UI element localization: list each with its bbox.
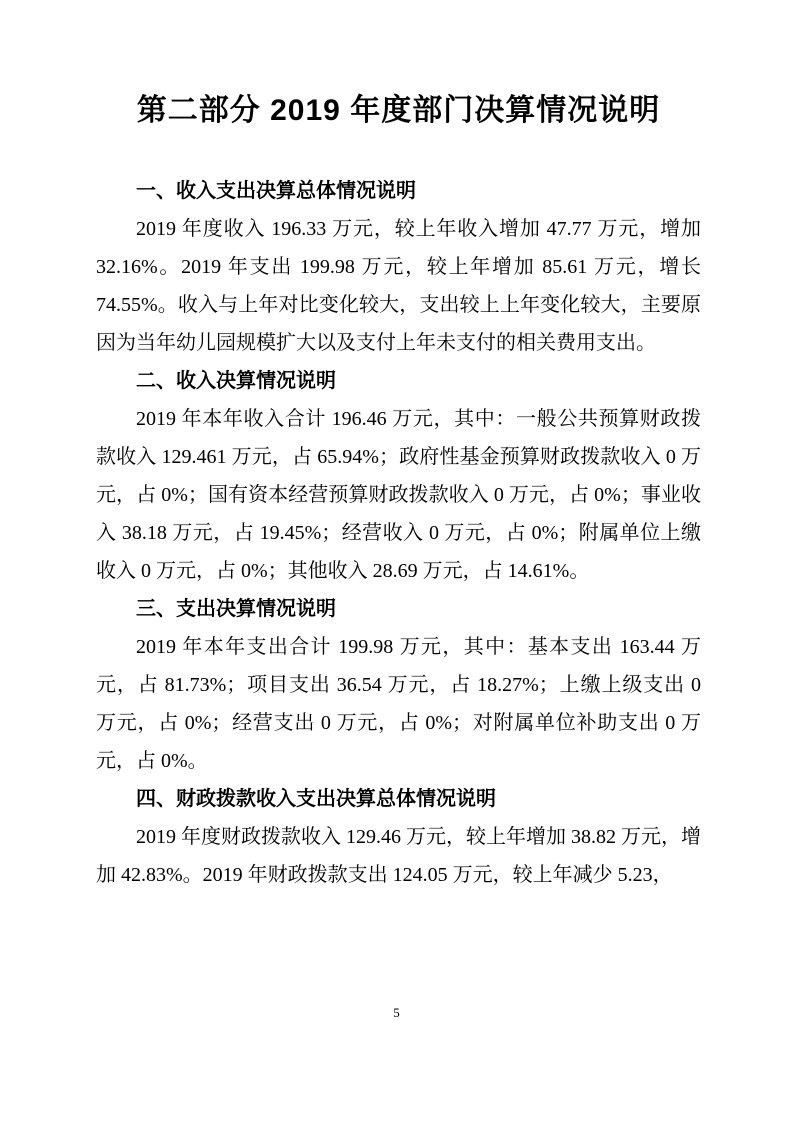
- page-title: 第二部分 2019 年度部门决算情况说明: [136, 94, 661, 127]
- section-heading-income-expense-overview: 一、收入支出决算总体情况说明: [136, 180, 416, 202]
- paragraph-income-details: 2019 年本年收入合计 196.46 万元，其中：一般公共预算财政拨款收入 129.461 万元，占 65.94%；政府性基金预算财政拨款收入 0 万元，占 0%；国有资本经营预算财政拨款收入 0 万元，占 0%；事业收入 38.18 万元，占 19.45%；经营收入 0 万元，占 0%；附属单位上缴收入 0 万元，占 0%；其他收入 28.69 万元，占 14.61%。: [96, 408, 701, 582]
- section-heading-expense-details: 三、支出决算情况说明: [136, 598, 336, 620]
- paragraph-income-expense-overview: 2019 年度收入 196.33 万元，较上年收入增加 47.77 万元，增加 32.16%。2019 年支出 199.98 万元，较上年增加 85.61 万元，增长 74.55%。收入与上年对比变化较大，支出较上上年变化较大，主要原因为当年幼儿园规模扩大以及支付上年未支付的相关费用支出。: [96, 218, 701, 354]
- section-heading-fiscal-appropriation-overview: 四、财政拨款收入支出决算总体情况说明: [136, 788, 496, 810]
- page-footer: [0, 1004, 793, 1022]
- paragraph-fiscal-appropriation-overview: 2019 年度财政拨款收入 129.46 万元，较上年增加 38.82 万元，增加 42.83%。2019 年财政拨款支出 124.05 万元，较上年减少 5.23，: [96, 826, 701, 886]
- section-heading-income-details: 二、收入决算情况说明: [136, 370, 336, 392]
- page-number: 5: [393, 1005, 400, 1020]
- paragraph-expense-details: 2019 年本年支出合计 199.98 万元，其中：基本支出 163.44 万元，占 81.73%；项目支出 36.54 万元，占 18.27%；上缴上级支出 0 万元，占 0%；经营支出 0 万元，占 0%；对附属单位补助支出 0 万元，占 0%。: [96, 636, 701, 772]
